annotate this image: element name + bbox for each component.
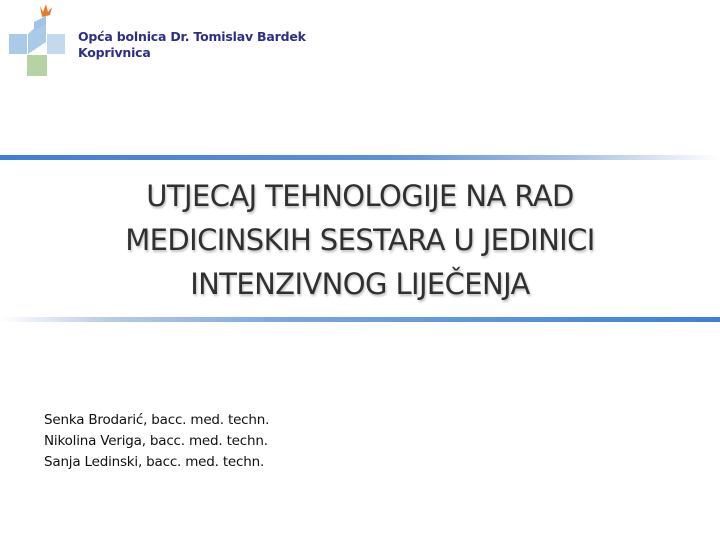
hospital-city-line: Koprivnica <box>78 45 151 60</box>
hospital-cross-logo-icon <box>6 2 70 78</box>
author-item: Nikolina Veriga, bacc. med. techn. <box>44 433 268 449</box>
title-line: MEDICINSKIH SESTARA U JEDINICI <box>125 223 595 257</box>
title-line: INTENZIVNOG LIJEČENJA <box>190 267 530 301</box>
title-line: UTJECAJ TEHNOLOGIJE NA RAD <box>146 179 574 213</box>
author-item: Sanja Ledinski, bacc. med. techn. <box>44 454 265 470</box>
author-list <box>44 410 269 473</box>
hospital-name <box>78 29 306 61</box>
bottom-divider <box>0 317 720 322</box>
author-item: Senka Brodarić, bacc. med. techn. <box>44 412 270 428</box>
hospital-name-line: Opća bolnica Dr. Tomislav Bardek <box>78 29 306 44</box>
slide-title <box>20 174 700 306</box>
top-divider <box>0 155 720 160</box>
